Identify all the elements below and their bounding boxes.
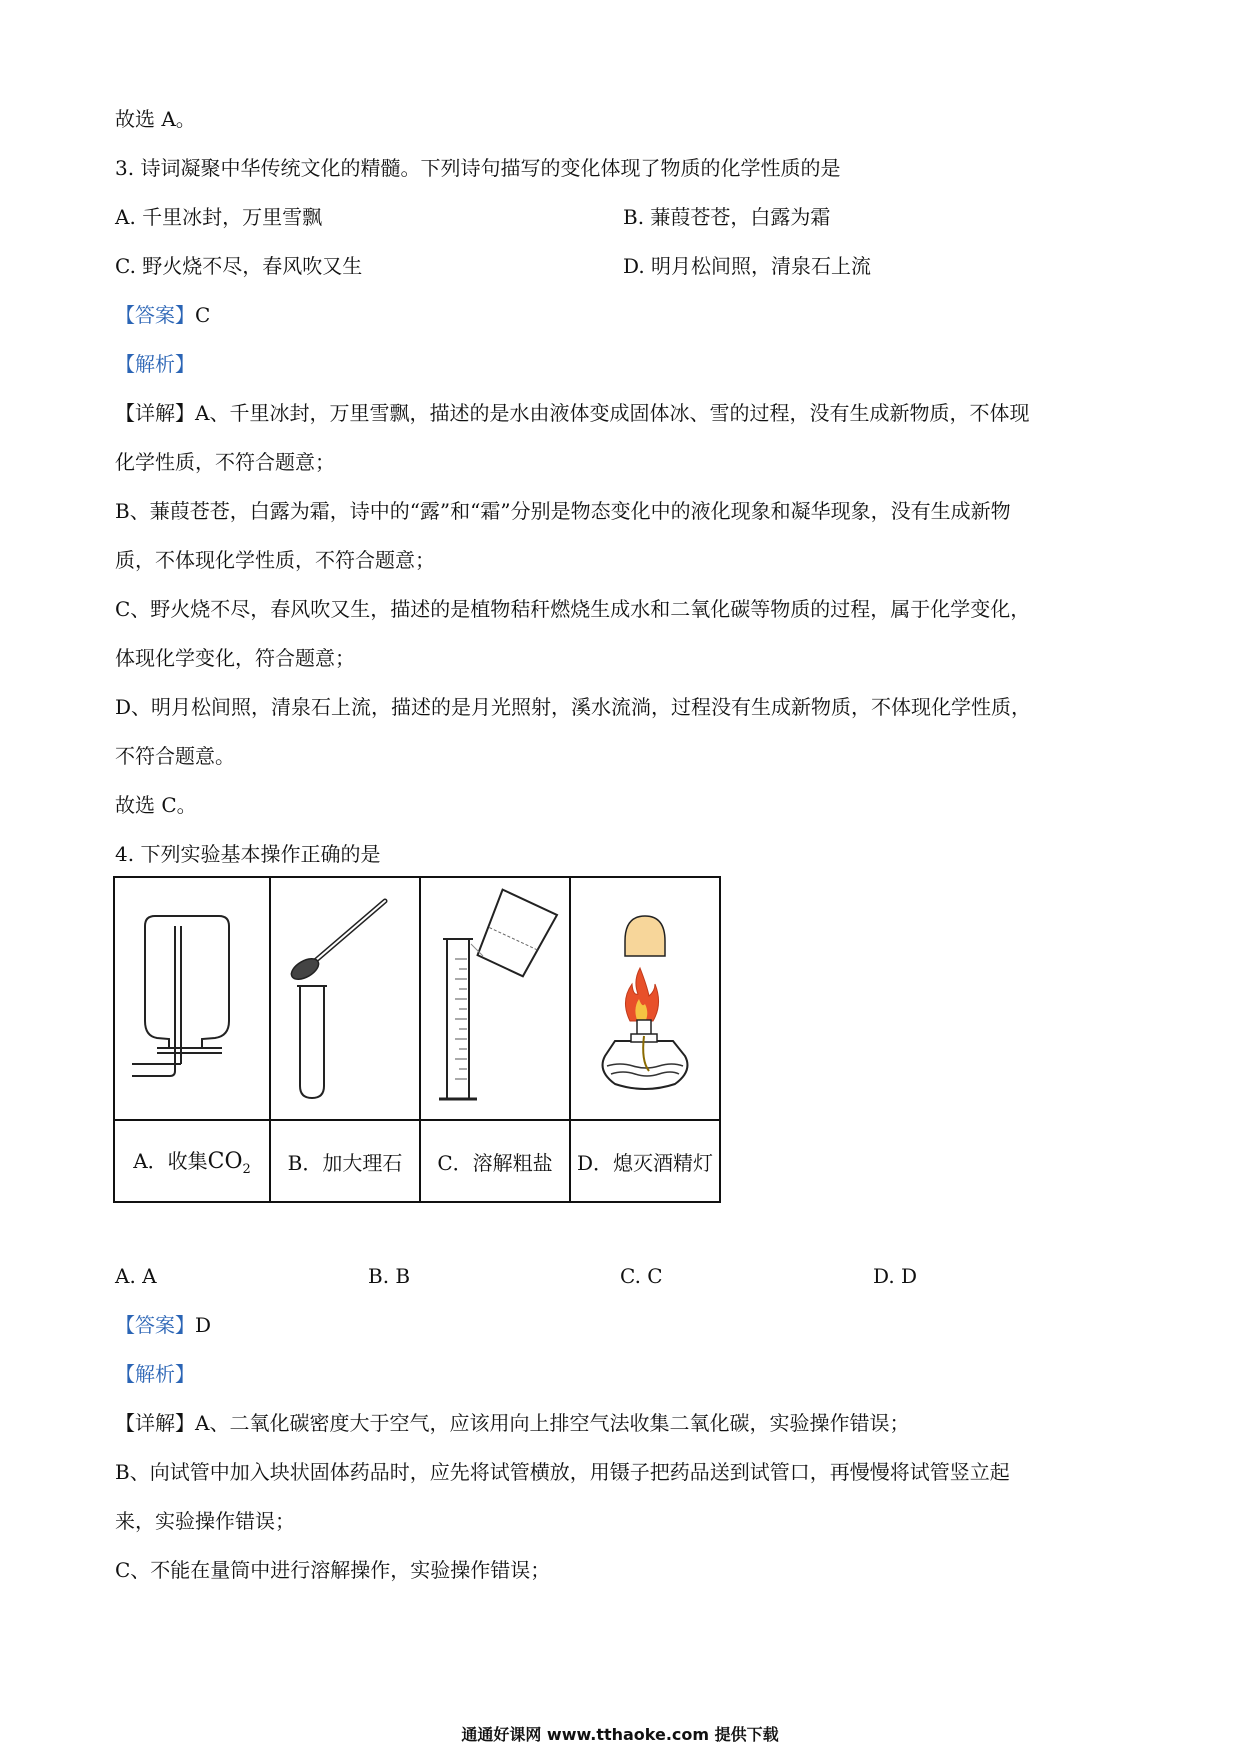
q3-conclusion: 故选 C。 [115,793,197,817]
spoon-and-test-tube-illustration [275,886,415,1106]
q3-option-d: D. 明月松间照，清泉石上流 [623,254,872,278]
q4-detail-line: C、不能在量筒中进行溶解操作，实验操作错误； [115,1558,551,1582]
caption-c: C．溶解粗盐 [420,1120,570,1202]
q4-detail-line: 来，实验操作错误； [115,1509,295,1533]
q4-analysis-tag: 【解析】 [115,1362,195,1386]
detail-tag: 【详解】 [115,401,195,425]
q4-detail-line [115,1410,909,1436]
caption-a-text: A．收集 [133,1149,208,1173]
q3-detail-line: 质，不体现化学性质，不符合题意； [115,548,435,572]
caption-a-subscript: 2 [242,1162,251,1177]
answer-value: C [195,303,211,327]
q3-detail-line: 化学性质，不符合题意； [115,450,335,474]
q4-option-b: B. B [368,1264,411,1288]
page-footer: 通通好课网 www.tthaoke.com 提供下载 [461,1725,779,1744]
answer-tag: 【答案】 [115,1313,195,1337]
q3-answer [115,302,210,328]
q4-option-d: D. D [873,1264,918,1288]
caption-b: B．加大理石 [270,1120,420,1202]
q4-option-c: C. C [620,1264,663,1288]
cylinder-and-beaker-illustration [425,884,565,1109]
figure-add-marble [270,877,420,1120]
q4-answer [115,1312,211,1338]
detail-text: A、二氧化碳密度大于空气，应该用向上排空气法收集二氧化碳，实验操作错误； [195,1411,910,1435]
q3-detail-line: C、野火烧不尽，春风吹又生，描述的是植物秸秆燃烧生成水和二氧化碳等物质的过程，属于化学变化， [115,597,1031,621]
inverted-bottle-illustration [117,896,267,1096]
q3-detail-line: D、明月松间照，清泉石上流，描述的是月光照射，溪水流淌，过程没有生成新物质，不体现化学性质， [115,695,1032,719]
previous-conclusion: 故选 A。 [115,107,196,131]
caption-d: D．熄灭酒精灯 [570,1120,720,1202]
q3-stem: 3. 诗词凝聚中华传统文化的精髓。下列诗句描写的变化体现了物质的化学性质的是 [115,156,841,180]
q3-option-b: B. 蒹葭苍苍，白露为霜 [623,205,831,229]
experiment-figure-table [113,876,721,1203]
q4-detail-line: B、向试管中加入块状固体药品时，应先将试管横放，用镊子把药品送到试管口，再慢慢将试管竖立起 [115,1460,1010,1484]
q4-option-a: A. A [115,1264,157,1288]
figure-extinguish-lamp [570,877,720,1120]
detail-text: A、千里冰封，万里雪飘，描述的是水由液体变成固体冰、雪的过程，没有生成新物质，不体现 [195,401,1030,425]
alcohol-lamp-illustration [575,896,715,1096]
q3-detail-line: 不符合题意。 [115,744,235,768]
q3-option-c: C. 野火烧不尽，春风吹又生 [115,254,363,278]
detail-tag: 【详解】 [115,1411,195,1435]
q3-detail-line: 体现化学变化，符合题意； [115,646,355,670]
q3-detail-line [115,400,1029,426]
q4-stem: 4. 下列实验基本操作正确的是 [115,842,381,866]
answer-tag: 【答案】 [115,303,195,327]
caption-a [114,1120,270,1202]
figure-gas-collection [114,877,270,1120]
figure-dissolve-salt [420,877,570,1120]
caption-a-formula: CO [207,1149,243,1174]
q3-option-a: A. 千里冰封，万里雪飘 [115,205,323,229]
q3-detail-line: B、蒹葭苍苍，白露为霜，诗中的“露”和“霜”分别是物态变化中的液化现象和凝华现象，没有生成新物 [115,499,1011,523]
answer-value: D [195,1313,212,1337]
q3-analysis-tag: 【解析】 [115,352,195,376]
